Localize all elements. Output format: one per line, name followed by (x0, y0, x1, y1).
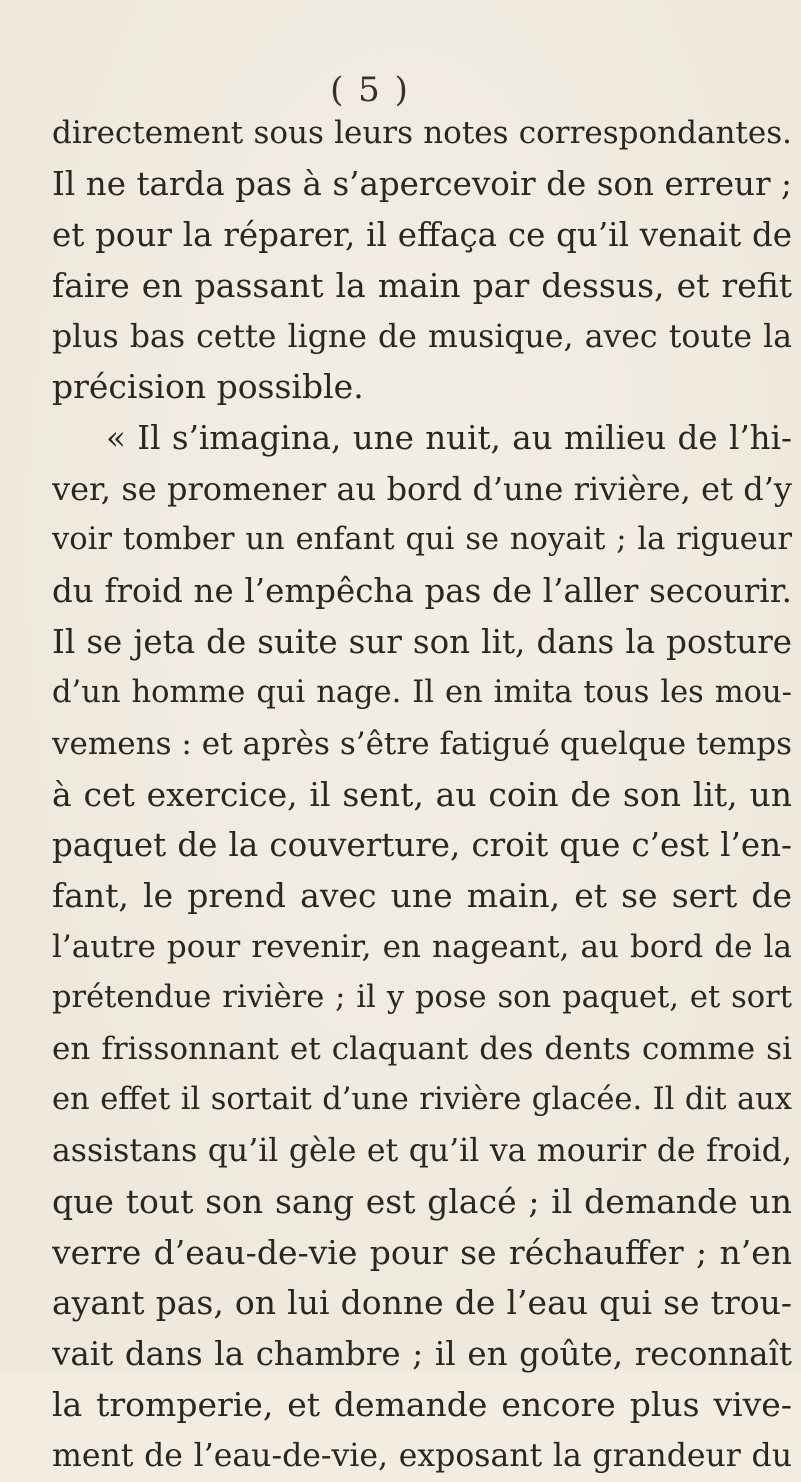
text-line: et pour la réparer, il effaça ce qu’il venait de (52, 215, 792, 254)
text-line: voir tomber un enfant qui se noyait ; la rigueur (52, 522, 792, 558)
text-line: vemens : et après s’être fatigué quelque temps (52, 725, 792, 762)
text-line: Il se jeta de suite sur son lit, dans la posture (52, 622, 792, 661)
text-line: « Il s’imagina, une nuit, au milieu de l’hi- (106, 419, 792, 458)
text-line: ment de l’eau-de-vie, exposant la grandeur du (52, 1438, 792, 1475)
text-line: directement sous leurs notes correspondantes. (52, 115, 792, 151)
text-line: verre d’eau-de-vie pour se réchauffer ; n’en (52, 1232, 792, 1272)
body-text (52, 108, 792, 1482)
text-line: faire en passant la main par dessus, et refit (52, 265, 792, 305)
text-line: que tout son sang est glacé ; il demande un (52, 1181, 792, 1221)
text-line: du froid ne l’empêcha pas de l’aller secourir. (52, 572, 792, 611)
text-line: en frissonnant et claquant des dents comme si (52, 1031, 792, 1068)
page-number: ( 5 ) (330, 70, 410, 110)
text-line: la tromperie, et demande encore plus vive- (52, 1385, 792, 1425)
text-line: plus bas cette ligne de musique, avec toute la (52, 318, 792, 355)
text-line: en effet il sortait d’une rivière glacée. Il dit aux (52, 1081, 792, 1117)
text-line: ver, se promener au bord d’une rivière, et d’y (52, 470, 792, 509)
text-line: ayant pas, on lui donne de l’eau qui se trou- (52, 1283, 792, 1323)
text-line: vait dans la chambre ; il en goûte, reconnaît (52, 1335, 792, 1374)
text-line: précision possible. (52, 367, 364, 407)
text-line: fant, le prend avec une main, et se sert de (52, 876, 792, 916)
text-line: paquet de la couverture, croit que c’est l’en- (52, 826, 792, 865)
text-line: prétendue rivière ; il y pose son paquet, et sort (52, 980, 792, 1016)
text-line: assistans qu’il gèle et qu’il va mourir de froid, (52, 1132, 792, 1169)
text-line: d’un homme qui nage. Il en imita tous les mou- (52, 674, 792, 710)
text-line: à cet exercice, il sent, au coin de son lit, un (52, 774, 792, 814)
text-line: Il ne tarda pas à s’apercevoir de son erreur ; (52, 164, 792, 203)
text-line: l’autre pour revenir, en nageant, au bord de la (52, 929, 792, 966)
